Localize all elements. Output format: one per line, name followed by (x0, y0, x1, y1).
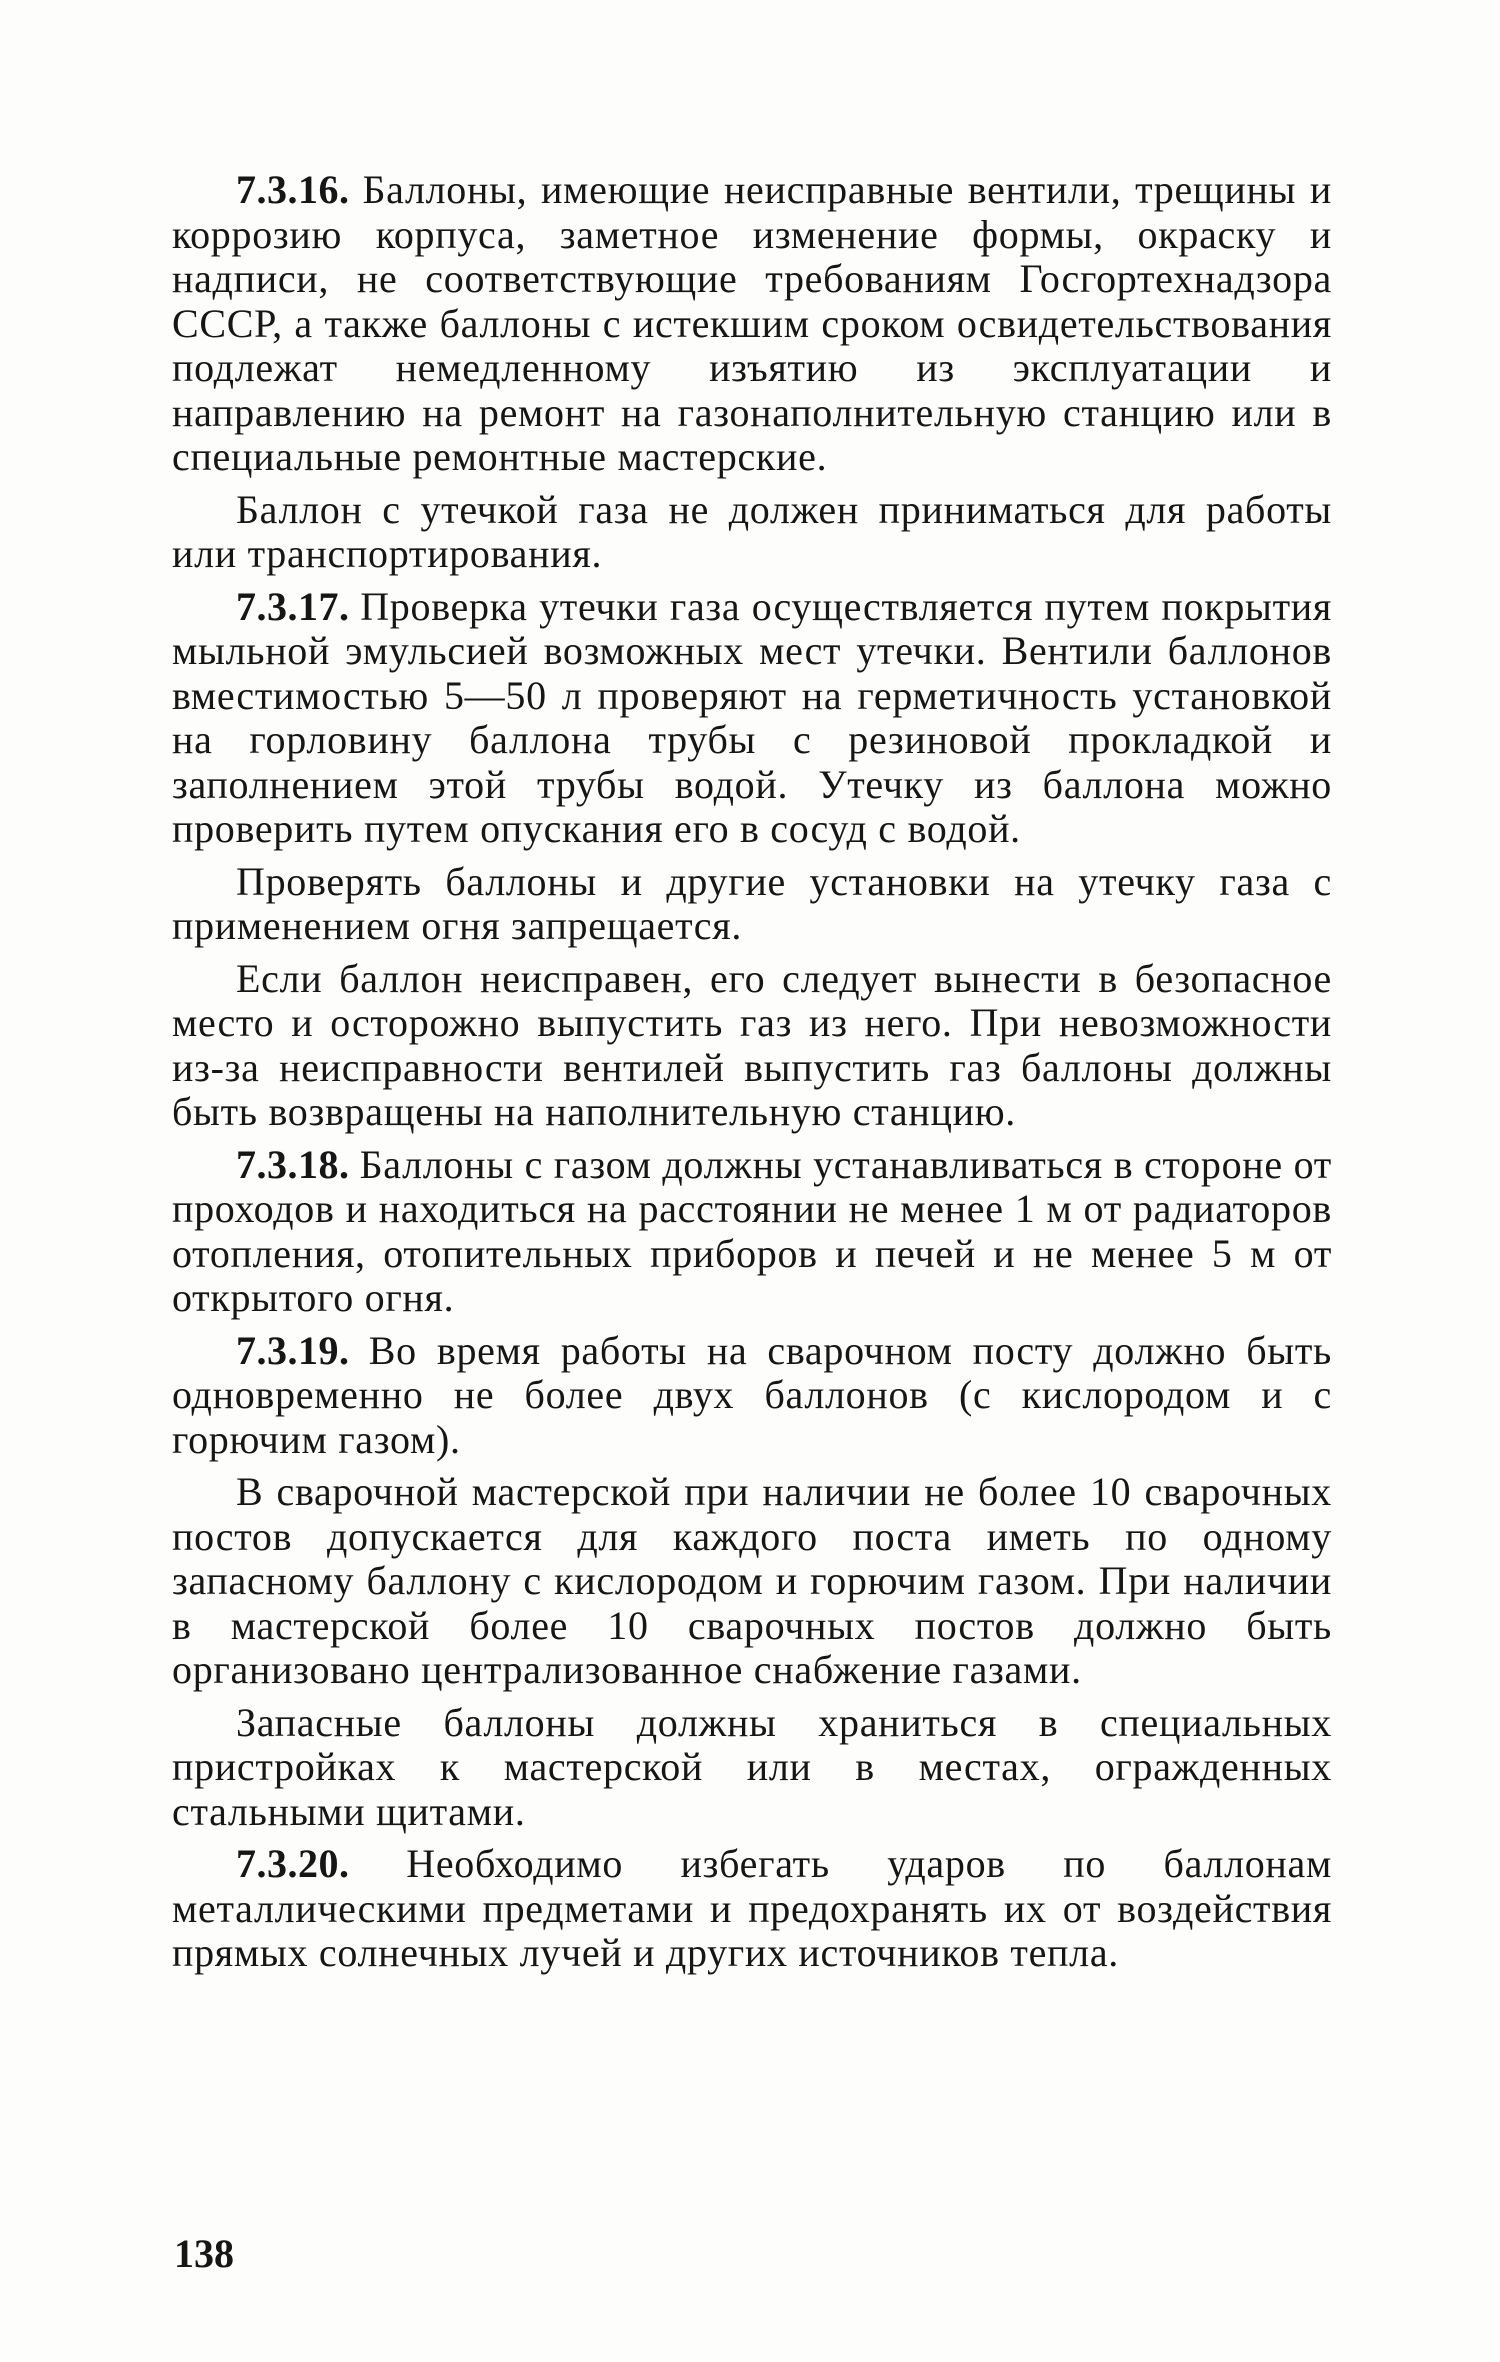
paragraph-text: Во время работы на сварочном посту должно быть одновременно не более двух баллонов (с кислородом и с горючим газом). (172, 1327, 1332, 1462)
paragraph-workshop-spares (172, 1470, 1332, 1693)
paragraph-fire-prohibition (172, 860, 1332, 949)
body-text (172, 168, 1332, 1984)
paragraph-text: Запасные баллоны должны храниться в специальных пристройках к мастерской или в местах, огражденных стальными щитами. (172, 1699, 1332, 1834)
paragraph-faulty-cylinder (172, 957, 1332, 1135)
paragraph-text: Если баллон неисправен, его следует вынести в безопасное место и осторожно выпустить газ из него. При невозможности из-за неисправности вентилей выпустить газ баллоны должны быть возвращены на наполнительную станцию. (172, 955, 1332, 1134)
paragraph-text: Баллоны, имеющие неисправные вентили, трещины и коррозию корпуса, заметное изменение формы, окраску и надписи, не соответствующие требованиям Госгортехнадзора СССР, а также баллоны с истекшим сроком освидетельствования подлежат немедленному изъятию из эксплуатации и направлению на ремонт на газонаполнительную станцию или в специальные ремонтные мастерские. (172, 167, 1332, 479)
paragraph-leak-rule (172, 488, 1332, 577)
paragraph-text: Баллоны с газом должны устанавливаться в стороне от проходов и находиться на расстоянии не менее 1 м от радиаторов отопления, отопительных приборов и печей и не менее 5 м от открытого огня. (172, 1141, 1332, 1320)
paragraph-number: 7.3.18. (236, 1141, 350, 1187)
paragraph-number: 7.3.20. (236, 1841, 350, 1886)
paragraph-number: 7.3.19. (236, 1327, 350, 1373)
paragraph-text: Проверять баллоны и другие установки на утечку газа с применением огня запрещается. (172, 858, 1332, 948)
paragraph-7-3-16 (172, 168, 1332, 480)
paragraph-number: 7.3.17. (236, 583, 350, 629)
paragraph-text: Необходимо избегать ударов по баллонам металлическими предметами и предохранять их от воздействия прямых солнечных лучей и других источников тепла. (172, 1841, 1332, 1975)
paragraph-number: 7.3.16. (236, 167, 350, 212)
paragraph-text: Баллон с утечкой газа не должен приниматься для работы или транспортирования. (172, 486, 1332, 576)
paragraph-7-3-18 (172, 1143, 1332, 1321)
paragraph-7-3-17 (172, 585, 1332, 852)
paragraph-7-3-20 (172, 1842, 1332, 1976)
paragraph-spare-storage (172, 1701, 1332, 1835)
paragraph-7-3-19 (172, 1329, 1332, 1463)
paragraph-text: Проверка утечки газа осуществляется путем покрытия мыльной эмульсией возможных мест утечки. Вентили баллонов вместимостью 5—50 л проверяют на герметичность установкой на горловину баллона трубы с резиновой прокладкой и заполнением этой трубы водой. Утечку из баллона можно проверить путем опускания его в сосуд с водой. (172, 583, 1333, 851)
page-number: 138 (174, 2231, 234, 2276)
paragraph-text: В сварочной мастерской при наличии не более 10 сварочных постов допускается для каждого поста иметь по одному запасному баллону с кислородом и горючим газом. При наличии в мастерской более 10 сварочных постов должно быть организовано централизованное снабжение газами. (172, 1469, 1332, 1692)
